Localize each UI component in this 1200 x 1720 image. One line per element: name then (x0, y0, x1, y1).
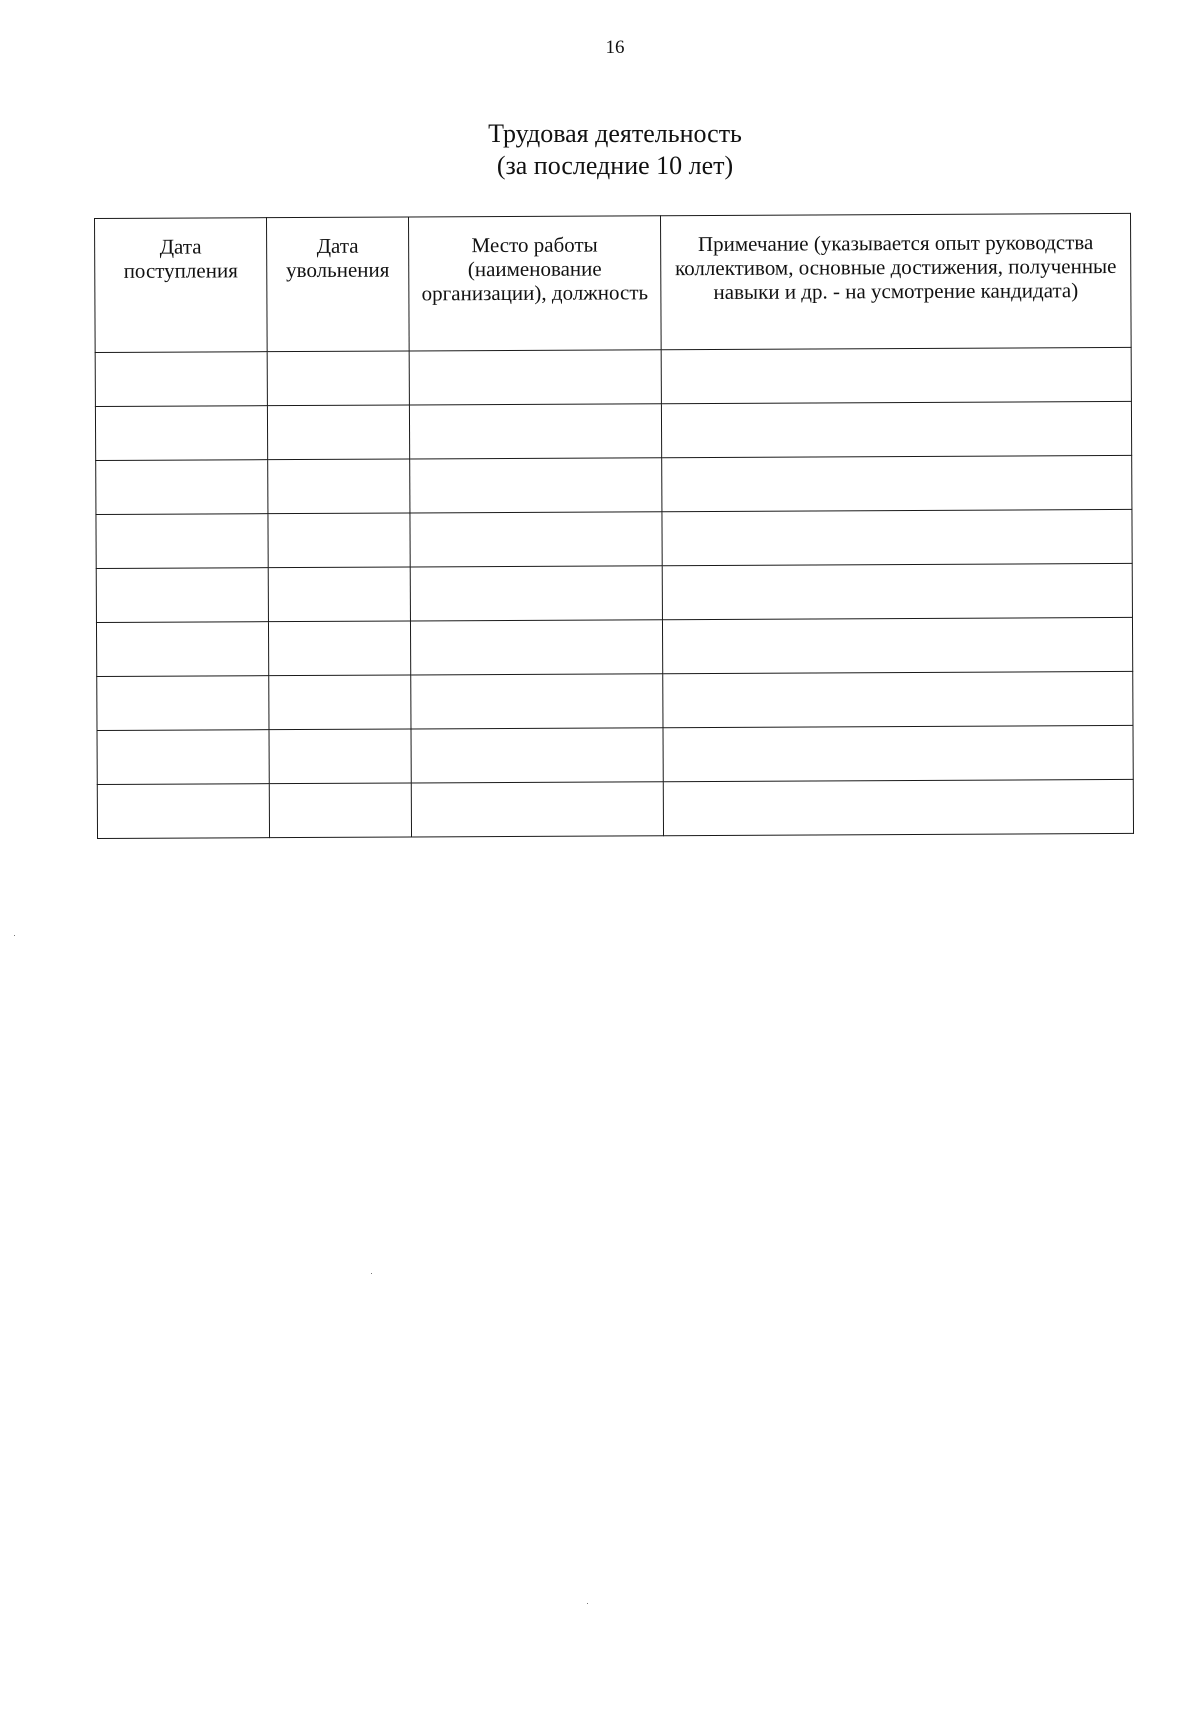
table-row (95, 401, 1131, 460)
table-cell[interactable] (411, 674, 663, 729)
title-line-1: Трудовая деятельность (488, 119, 742, 148)
table-header-row (95, 213, 1132, 352)
table-row (97, 671, 1133, 730)
table-cell[interactable] (268, 567, 410, 622)
table-cell[interactable] (661, 401, 1131, 457)
table-cell[interactable] (662, 563, 1132, 619)
table-cell[interactable] (269, 783, 411, 838)
table-cell[interactable] (267, 351, 409, 406)
table-cell[interactable] (96, 622, 268, 677)
table-cell[interactable] (268, 459, 410, 514)
table-cell[interactable] (96, 460, 268, 515)
table-cell[interactable] (410, 620, 662, 675)
table-cell[interactable] (663, 779, 1133, 835)
table-row (96, 455, 1132, 514)
page-number: 16 (605, 37, 625, 58)
table-row (95, 347, 1131, 406)
table-cell[interactable] (96, 568, 268, 623)
column-header-label: Дата увольнения (286, 233, 390, 283)
column-header-label: Примечание (указывается опыт руководства коллективом, основные достижения, полученные навыки и др. - на усмотрение кандидата) (674, 230, 1117, 304)
table-cell[interactable] (409, 350, 661, 405)
table-cell[interactable] (663, 725, 1133, 781)
table-row (96, 617, 1132, 676)
table-cell[interactable] (410, 458, 662, 513)
table-cell[interactable] (662, 509, 1132, 565)
table-row (96, 563, 1132, 622)
column-header-label: Место работы (наименование организации), должность (421, 232, 649, 306)
column-header-workplace (408, 216, 661, 351)
table-cell[interactable] (97, 676, 269, 731)
table-cell[interactable] (661, 347, 1131, 403)
table-cell[interactable] (97, 730, 269, 785)
table-cell[interactable] (663, 671, 1133, 727)
table-cell[interactable] (269, 675, 411, 730)
table-cell[interactable] (267, 405, 409, 460)
scan-speck (587, 1603, 588, 1604)
table-row (96, 509, 1132, 568)
table-cell[interactable] (409, 404, 661, 459)
table-cell[interactable] (410, 512, 662, 567)
table-cell[interactable] (268, 621, 410, 676)
table-cell[interactable] (96, 514, 268, 569)
table-cell[interactable] (662, 617, 1132, 673)
table-cell[interactable] (97, 784, 269, 839)
table-cell[interactable] (95, 352, 267, 407)
table-cell[interactable] (268, 513, 410, 568)
table-cell[interactable] (410, 566, 662, 621)
table-row (97, 725, 1133, 784)
table-cell[interactable] (411, 728, 663, 783)
table-cell[interactable] (662, 455, 1132, 511)
employment-history-table (94, 213, 1134, 839)
table-cell[interactable] (269, 729, 411, 784)
page-title (0, 118, 1200, 182)
column-header-end-date (267, 217, 410, 352)
column-header-notes (660, 213, 1131, 349)
scan-speck (14, 935, 15, 936)
table-cell[interactable] (411, 782, 663, 837)
column-header-label: Дата поступления (123, 234, 238, 283)
scan-speck (371, 1273, 372, 1274)
column-header-start-date (95, 218, 268, 353)
table-row (97, 779, 1133, 838)
table-cell[interactable] (95, 406, 267, 461)
title-line-2: (за последние 10 лет) (496, 151, 734, 180)
